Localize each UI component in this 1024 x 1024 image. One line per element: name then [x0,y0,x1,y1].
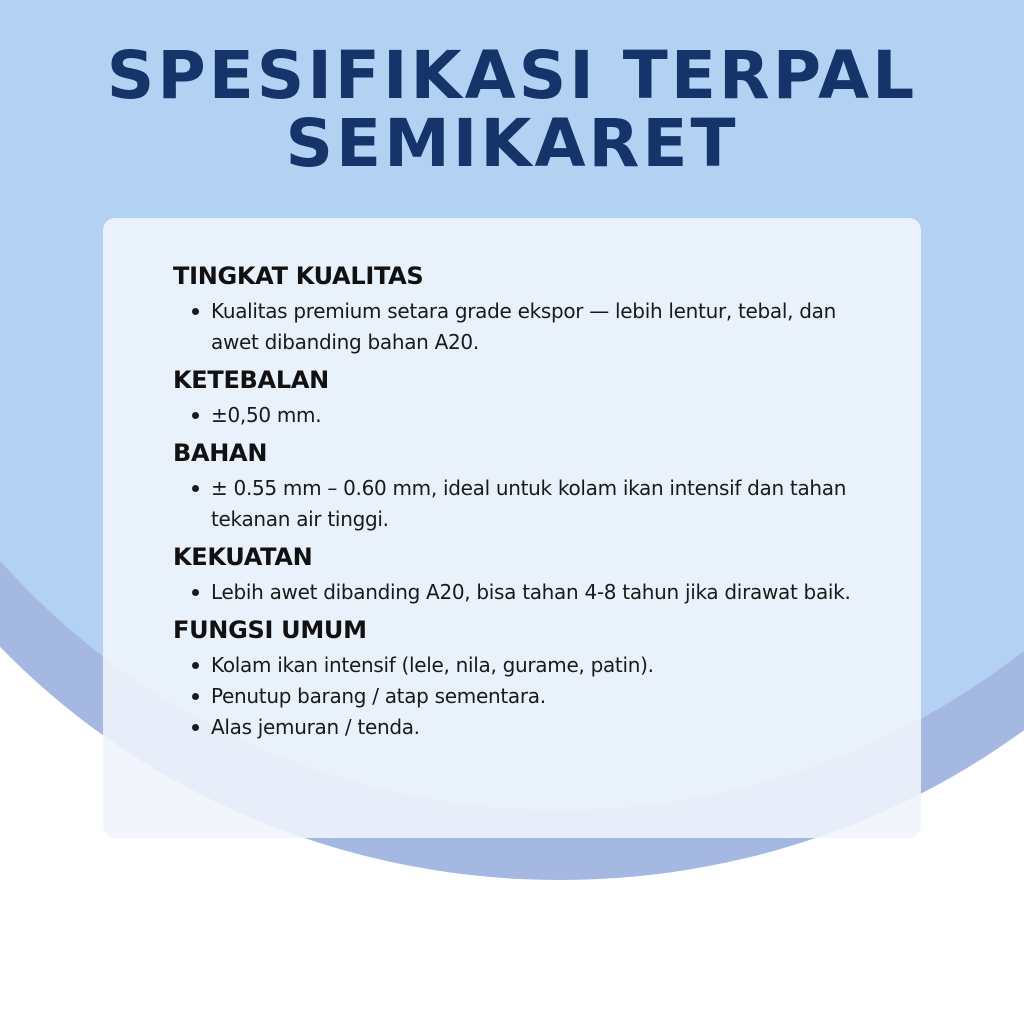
bullet-icon [192,724,199,731]
bullet-list [173,473,863,535]
section-heading: KEKUATAN [173,543,313,571]
list-item [173,400,863,431]
title-line-1: SPESIFIKASI TERPAL [106,37,918,114]
list-item [173,712,863,743]
section-fungsi-umum [173,614,863,743]
spec-content [173,260,863,749]
bullet-list [173,296,863,358]
section-heading: TINGKAT KUALITAS [173,262,424,290]
bullet-list [173,650,863,743]
list-item [173,650,863,681]
section-tingkat-kualitas [173,260,863,358]
section-heading: FUNGSI UMUM [173,616,367,644]
section-ketebalan [173,364,863,431]
list-item [173,577,863,608]
bullet-icon [192,589,199,596]
bullet-list [173,400,863,431]
list-item-text: Alas jemuran / tenda. [211,715,420,739]
title-line-2: SEMIKARET [285,105,739,182]
list-item-text: Kualitas premium setara grade ekspor — lebih lentur, tebal, dan awet dibanding bahan A20. [211,299,836,354]
section-heading: BAHAN [173,439,268,467]
list-item [173,681,863,712]
section-bahan [173,437,863,535]
list-item [173,296,863,358]
list-item-text: ± 0.55 mm – 0.60 mm, ideal untuk kolam ikan intensif dan tahan tekanan air tinggi. [211,476,847,531]
bullet-icon [192,308,199,315]
section-heading: KETEBALAN [173,366,329,394]
bullet-icon [192,693,199,700]
bullet-icon [192,412,199,419]
list-item-text: Penutup barang / atap sementara. [211,684,546,708]
list-item-text: Lebih awet dibanding A20, bisa tahan 4-8 tahun jika dirawat baik. [211,580,851,604]
page-title [0,37,1024,182]
section-kekuatan [173,541,863,608]
list-item-text: ±0,50 mm. [211,403,322,427]
list-item-text: Kolam ikan intensif (lele, nila, gurame, patin). [211,653,654,677]
list-item [173,473,863,535]
bullet-icon [192,485,199,492]
bullet-list [173,577,863,608]
bullet-icon [192,662,199,669]
